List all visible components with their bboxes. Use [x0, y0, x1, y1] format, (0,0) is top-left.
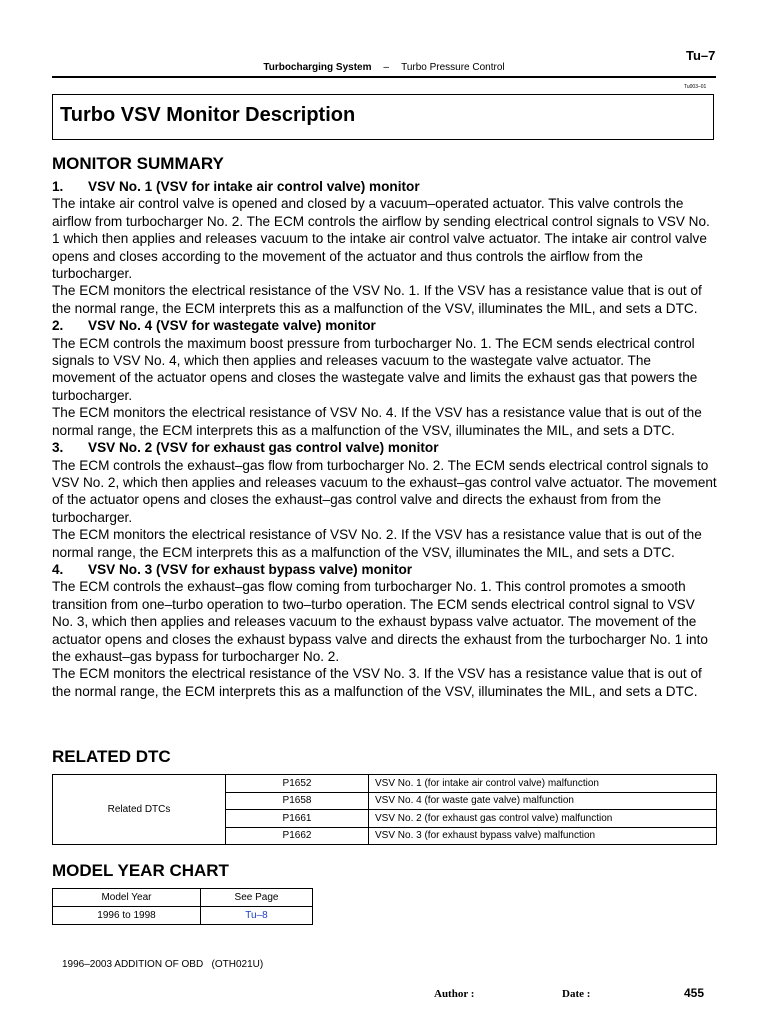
paragraph: The ECM controls the maximum boost pressure from turbocharger No. 1. The ECM sends electrical control signals to VSV No. 4, which then applies and releases vacuum to the wastegate valve actuator. The movement of the actuator opens and closes the wastegate valve and limits the exhaust gas that powers the turbocharger.: [52, 335, 698, 403]
monitor-item-heading: [52, 561, 717, 578]
dtc-code: P1652: [226, 775, 369, 793]
header-system: Turbocharging System: [263, 62, 372, 73]
column-header-model-year: Model Year: [53, 889, 201, 907]
model-year-table: [52, 888, 313, 925]
paragraph: The ECM controls the exhaust–gas flow coming from turbocharger No. 1. This control promotes a smooth transition from one–turbo operation to two–turbo operation. The ECM sends electrical control signal to VSV No. 3, which then applies and releases vacuum to the exhaust bypass valve actuator. The movement of the actuator opens and closes the exhaust bypass valve and directs the exhaust from the turbocharger No. 1 into the exhaust–gas bypass for turbocharger No. 2.: [52, 579, 708, 664]
model-year-value: 1996 to 1998: [53, 907, 201, 925]
item-number: 2.: [52, 318, 64, 334]
dtc-description: VSV No. 3 (for exhaust bypass valve) malfunction: [369, 827, 717, 845]
monitor-item-heading: [52, 178, 717, 195]
dtc-description: VSV No. 4 (for waste gate valve) malfunction: [369, 792, 717, 810]
monitor-item: [52, 561, 717, 700]
model-year-chart-heading: MODEL YEAR CHART: [52, 861, 229, 880]
item-title: VSV No. 2 (VSV for exhaust gas control valve) monitor: [88, 440, 439, 456]
monitor-item: [52, 439, 717, 561]
footer-author-label: Author :: [434, 988, 475, 1000]
title-box: [52, 94, 714, 140]
column-header-see-page: See Page: [201, 889, 313, 907]
see-page-link[interactable]: Tu–8: [201, 907, 313, 925]
item-title: VSV No. 4 (VSV for wastegate valve) monitor: [88, 318, 376, 334]
monitor-summary-body: [52, 178, 717, 700]
monitor-item: [52, 317, 717, 439]
paragraph: The intake air control valve is opened and closed by a vacuum–operated actuator. This valve controls the airflow from turbocharger No. 2. The ECM controls the airflow by sending electrical control signals to VSV No. 1 which then applies and releases vacuum to the intake air control valve actuator. The intake air control valve opens and closes according to the movement of the actuator and thus controls the airflow from the turbocharger.: [52, 196, 710, 282]
paragraph: The ECM monitors the electrical resistance of VSV No. 4. If the VSV has a resistance value that is out of the normal range, the ECM interprets this as a malfunction of the VSV, illuminates the MIL, and sets a DTC.: [52, 405, 702, 438]
page-code: Tu–7: [686, 48, 716, 63]
paragraph: The ECM monitors the electrical resistance of VSV No. 2. If the VSV has a resistance value that is out of the normal range, the ECM interprets this as a malfunction of the VSV, illuminates the MIL, and sets a DTC.: [52, 527, 702, 560]
header-separator: –: [383, 62, 390, 73]
item-number: 3.: [52, 440, 64, 456]
footer-page-number: 455: [684, 986, 705, 1000]
related-dtc-table: [52, 774, 717, 845]
monitor-item: [52, 178, 717, 317]
page-title: Turbo VSV Monitor Description: [60, 104, 356, 126]
dtc-code: P1658: [226, 792, 369, 810]
dtc-code: P1661: [226, 810, 369, 828]
table-header-row: [53, 889, 313, 907]
running-header: [52, 62, 716, 73]
dtc-code: P1662: [226, 827, 369, 845]
monitor-item-heading: [52, 439, 717, 456]
dtc-description: VSV No. 1 (for intake air control valve) malfunction: [369, 775, 717, 793]
table-row: [53, 907, 313, 925]
paragraph: The ECM monitors the electrical resistance of the VSV No. 3. If the VSV has a resistance value that is out of the normal range, the ECM interprets this as a malfunction of the VSV, illuminates the MIL, and sets a DTC.: [52, 666, 702, 699]
paragraph: The ECM monitors the electrical resistance of the VSV No. 1. If the VSV has a resistance value that is out of the normal range, the ECM interprets this as a malfunction of the VSV, illuminates the MIL, and sets a DTC.: [52, 283, 702, 316]
item-number: 1.: [52, 179, 64, 194]
header-rule: [52, 76, 716, 78]
paragraph: The ECM controls the exhaust–gas flow from turbocharger No. 2. The ECM sends electrical control signals to VSV No. 2, which then applies and releases vacuum to the exhaust–gas control valve actuator. The movement of the actuator opens and closes the exhaust–gas control valve and directs the exhaust from from the turbocharger.: [52, 457, 717, 525]
footer-date-label: Date :: [562, 988, 591, 1000]
table-row: [53, 775, 717, 793]
item-number: 4.: [52, 561, 64, 577]
related-dtc-heading: RELATED DTC: [52, 747, 171, 766]
monitor-summary-heading: MONITOR SUMMARY: [52, 154, 224, 173]
item-title: VSV No. 1 (VSV for intake air control valve) monitor: [88, 179, 420, 194]
header-section: Turbo Pressure Control: [401, 62, 505, 73]
related-dtcs-label: Related DTCs: [53, 775, 226, 845]
monitor-item-heading: [52, 317, 717, 334]
dtc-description: VSV No. 2 (for exhaust gas control valve) malfunction: [369, 810, 717, 828]
item-title: VSV No. 3 (VSV for exhaust bypass valve) monitor: [88, 561, 413, 577]
footer-edition: 1996–2003 ADDITION OF OBD (OTH021U): [62, 959, 264, 970]
reference-code: Tu003–01: [684, 84, 707, 90]
